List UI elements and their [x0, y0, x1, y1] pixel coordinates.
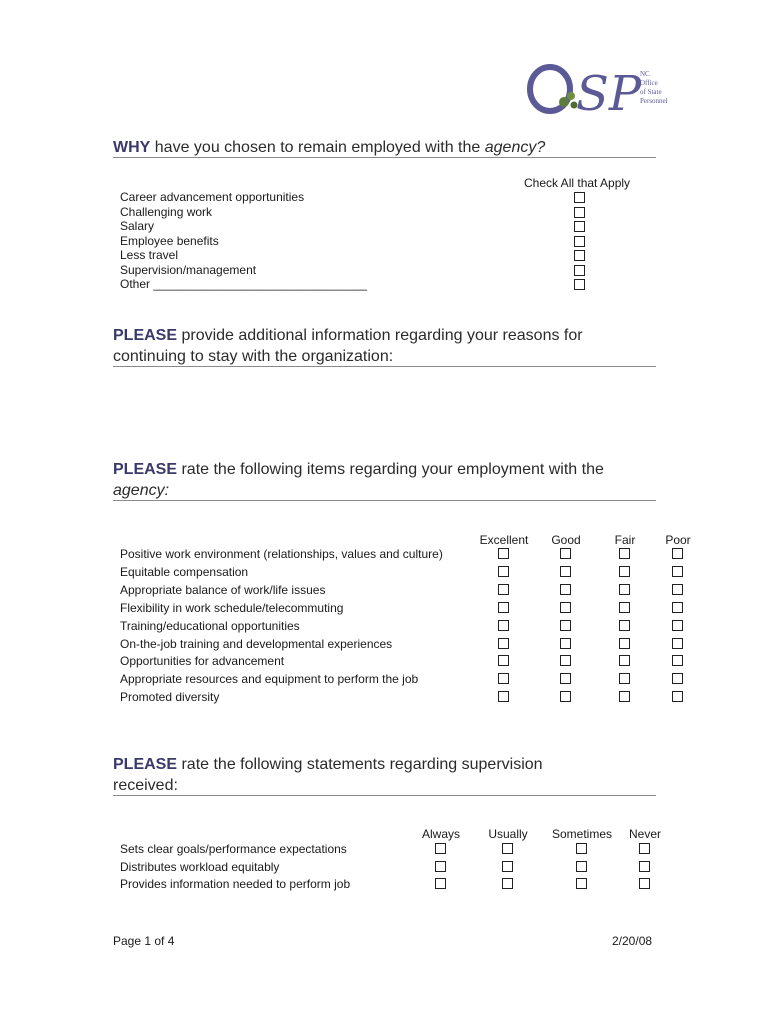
employment-item-rating-checkbox[interactable]: [498, 548, 509, 559]
employment-item-label: Appropriate resources and equipment to perform the job: [120, 672, 419, 686]
logo-letters-sp: SP: [576, 66, 642, 122]
section1-rule: [113, 157, 656, 158]
employment-item-rating-checkbox[interactable]: [560, 620, 571, 631]
employment-item-rating-checkbox[interactable]: [619, 602, 630, 613]
employment-item-rating-checkbox[interactable]: [672, 548, 683, 559]
supervision-item-rating-checkbox[interactable]: [502, 878, 513, 889]
employment-item-rating-checkbox[interactable]: [560, 673, 571, 684]
logo-leaf-2: [567, 92, 575, 100]
logo-org-line-3: of State: [640, 88, 662, 96]
employment-item-rating-checkbox[interactable]: [619, 638, 630, 649]
section1-title-text: have you chosen to remain employed with the: [150, 139, 485, 156]
employment-item-label: Positive work environment (relationships, values and culture): [120, 547, 443, 561]
employment-item-rating-checkbox[interactable]: [498, 655, 509, 666]
section4-rule: [113, 795, 656, 796]
additional-info-response-area[interactable]: [113, 372, 656, 442]
employment-item-rating-checkbox[interactable]: [672, 691, 683, 702]
employment-item-rating-checkbox[interactable]: [498, 673, 509, 684]
footer-date: 2/20/08: [612, 934, 653, 948]
rating-column-header: Always: [421, 827, 460, 841]
section4-title: [113, 754, 656, 796]
section1-title-bold: WHY: [113, 139, 151, 156]
reason-item-label: Other ________________________________: [120, 277, 367, 291]
logo-org-line-4: Personnel: [640, 97, 668, 105]
employment-item-rating-checkbox[interactable]: [498, 620, 509, 631]
reason-checkbox[interactable]: [574, 207, 585, 218]
supervision-item-rating-checkbox[interactable]: [576, 861, 587, 872]
check-all-header: Check All that Apply: [524, 176, 631, 190]
employment-item-rating-checkbox[interactable]: [498, 566, 509, 577]
section3-title: [113, 459, 656, 501]
employment-item-rating-checkbox[interactable]: [672, 655, 683, 666]
employment-item-rating-checkbox[interactable]: [560, 602, 571, 613]
rating-column-header: Excellent: [479, 533, 529, 547]
section1-title: [113, 137, 656, 158]
reason-item-label: Challenging work: [120, 205, 213, 219]
logo-org-line-2: Office: [640, 79, 658, 87]
supervision-item-rating-checkbox[interactable]: [639, 878, 650, 889]
logo-leaf-1: [559, 97, 569, 107]
employment-item-rating-checkbox[interactable]: [672, 638, 683, 649]
page-number: Page 1 of 4: [113, 934, 175, 948]
supervision-item-rating-checkbox[interactable]: [435, 843, 446, 854]
employment-item-rating-checkbox[interactable]: [619, 548, 630, 559]
employment-item-rating-checkbox[interactable]: [560, 638, 571, 649]
supervision-item-rating-checkbox[interactable]: [435, 878, 446, 889]
employment-item-rating-checkbox[interactable]: [619, 584, 630, 595]
section1-title-italic: agency?: [484, 139, 546, 156]
employment-item-rating-checkbox[interactable]: [672, 566, 683, 577]
reason-item-label: Salary: [120, 219, 155, 233]
logo-org-line-1: NC: [640, 70, 650, 78]
rating-column-header: Sometimes: [551, 827, 613, 841]
employment-item-rating-checkbox[interactable]: [560, 691, 571, 702]
reason-item-label: Employee benefits: [120, 234, 219, 248]
employment-item-label: Equitable compensation: [120, 565, 249, 579]
reason-checkbox[interactable]: [574, 221, 585, 232]
section3-title-bold: PLEASE: [113, 461, 178, 478]
employment-item-label: Training/educational opportunities: [120, 619, 300, 633]
section2-title-line2: continuing to stay with the organization:: [113, 348, 394, 365]
supervision-item-label: Sets clear goals/performance expectations: [120, 842, 347, 856]
supervision-item-label: Provides information needed to perform job: [120, 877, 351, 891]
employment-item-rating-checkbox[interactable]: [560, 548, 571, 559]
employment-item-rating-checkbox[interactable]: [619, 620, 630, 631]
employment-item-rating-checkbox[interactable]: [560, 584, 571, 595]
employment-item-label: Appropriate balance of work/life issues: [120, 583, 326, 597]
employment-item-label: Promoted diversity: [120, 690, 220, 704]
supervision-item-rating-checkbox[interactable]: [639, 843, 650, 854]
section2-title: [113, 325, 656, 367]
employment-item-rating-checkbox[interactable]: [498, 584, 509, 595]
osp-logo-graphic: [524, 58, 668, 122]
reason-checkbox[interactable]: [574, 279, 585, 290]
reason-checkbox[interactable]: [574, 236, 585, 247]
employment-item-rating-checkbox[interactable]: [498, 691, 509, 702]
employment-item-rating-checkbox[interactable]: [619, 566, 630, 577]
employment-item-rating-checkbox[interactable]: [498, 602, 509, 613]
rating-column-header: Good: [551, 533, 581, 547]
reason-checkbox[interactable]: [574, 192, 585, 203]
employment-item-rating-checkbox[interactable]: [560, 655, 571, 666]
supervision-item-rating-checkbox[interactable]: [639, 861, 650, 872]
reason-checkbox[interactable]: [574, 265, 585, 276]
employment-item-rating-checkbox[interactable]: [619, 655, 630, 666]
section2-title-line1: provide additional information regarding your reasons for: [177, 327, 583, 344]
employment-item-label: On-the-job training and developmental experiences: [120, 637, 393, 651]
employment-item-rating-checkbox[interactable]: [619, 673, 630, 684]
employment-item-label: Flexibility in work schedule/telecommuting: [120, 601, 344, 615]
employment-item-rating-checkbox[interactable]: [672, 620, 683, 631]
supervision-item-rating-checkbox[interactable]: [502, 843, 513, 854]
employment-item-rating-checkbox[interactable]: [672, 673, 683, 684]
section2-rule: [113, 366, 656, 367]
employment-item-rating-checkbox[interactable]: [560, 566, 571, 577]
osp-logo: [524, 58, 668, 122]
employment-item-label: Opportunities for advancement: [120, 654, 285, 668]
supervision-item-rating-checkbox[interactable]: [576, 843, 587, 854]
section3-title-line2: agency:: [113, 482, 170, 499]
supervision-item-rating-checkbox[interactable]: [435, 861, 446, 872]
supervision-item-label: Distributes workload equitably: [120, 860, 280, 874]
reason-checkbox[interactable]: [574, 250, 585, 261]
supervision-item-rating-checkbox[interactable]: [502, 861, 513, 872]
supervision-item-rating-checkbox[interactable]: [576, 878, 587, 889]
reason-item-label: Career advancement opportunities: [120, 190, 305, 204]
reason-item-label: Less travel: [120, 248, 179, 262]
rating-column-header: Fair: [614, 533, 636, 547]
rating-column-header: Poor: [665, 533, 691, 547]
rating-column-header: Never: [628, 827, 661, 841]
section2-title-bold: PLEASE: [113, 327, 178, 344]
employment-item-rating-checkbox[interactable]: [498, 638, 509, 649]
employment-item-rating-checkbox[interactable]: [619, 691, 630, 702]
section3-rule: [113, 500, 656, 501]
section4-title-bold: PLEASE: [113, 756, 178, 773]
section3-title-line1: rate the following items regarding your employment with the: [177, 461, 604, 478]
employment-item-rating-checkbox[interactable]: [672, 602, 683, 613]
reason-item-label: Supervision/management: [120, 263, 257, 277]
rating-column-header: Usually: [488, 827, 528, 841]
employment-item-rating-checkbox[interactable]: [672, 584, 683, 595]
section4-title-line2: received:: [113, 777, 178, 794]
section4-title-line1: rate the following statements regarding supervision: [177, 756, 543, 773]
